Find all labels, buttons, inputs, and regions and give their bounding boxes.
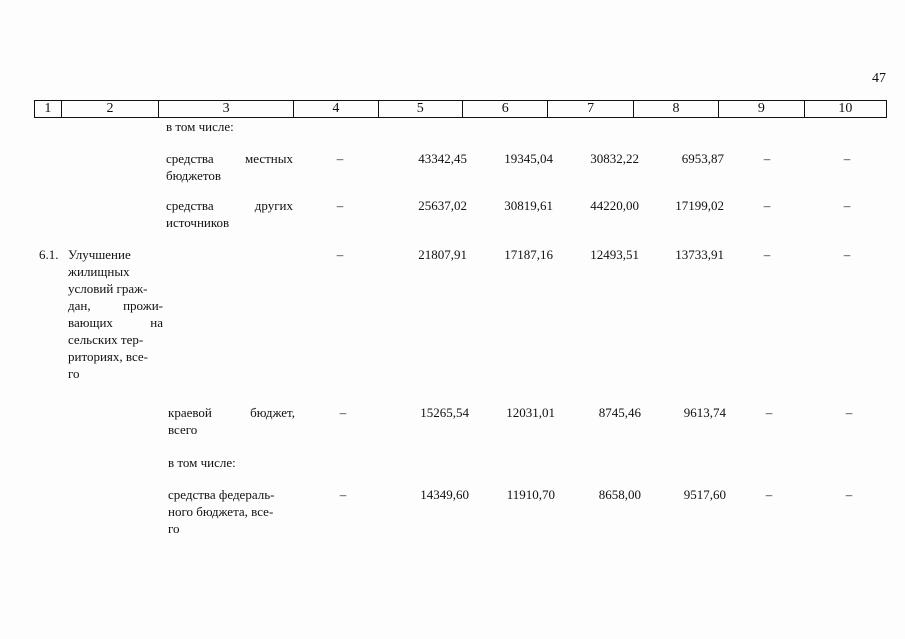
row-label: средства местных бюджетов [166, 151, 293, 183]
cell-col-4: – [336, 247, 344, 262]
cell-col-7: 30832,22 [590, 151, 639, 166]
cell-col-10: – [843, 247, 851, 262]
cell-col-10: – [845, 405, 853, 420]
cell-col-9: – [765, 487, 773, 502]
cell-col-7: 8745,46 [598, 405, 641, 420]
cell-col-10: – [843, 151, 851, 166]
cell-col-7: 8658,00 [598, 487, 641, 502]
cell-col-9: – [763, 198, 771, 213]
cell-col-10: – [843, 198, 851, 213]
header-col-9: 9 [719, 101, 804, 117]
row-label: в том числе: [168, 455, 236, 470]
cell-col-6: 17187,16 [504, 247, 553, 262]
cell-col-7: 12493,51 [590, 247, 639, 262]
cell-col-5: 21807,91 [418, 247, 467, 262]
header-col-10: 10 [838, 101, 853, 116]
header-col-5: 5 [379, 101, 463, 117]
cell-col-5: 25637,02 [418, 198, 467, 213]
row-label: в том числе: [166, 119, 234, 134]
cell-col-6: 12031,01 [506, 405, 555, 420]
header-col-8: 8 [634, 101, 719, 117]
cell-col-8: 9517,60 [683, 487, 726, 502]
row-label: средства других источников [166, 198, 293, 230]
header-col-3: 3 [159, 101, 294, 117]
cell-col-7: 44220,00 [590, 198, 639, 213]
cell-col-5: 43342,45 [418, 151, 467, 166]
header-col-1: 1 [35, 101, 62, 117]
header-col-4: 4 [294, 101, 378, 117]
cell-col-9: – [765, 405, 773, 420]
cell-col-6: 19345,04 [504, 151, 553, 166]
row-label: средства федераль- ного бюджета, все- го [168, 487, 275, 536]
page-number: 47 [872, 71, 886, 86]
cell-col-4: – [339, 487, 347, 502]
cell-col-8: 6953,87 [681, 151, 724, 166]
cell-col-5: 14349,60 [420, 487, 469, 502]
header-col-6: 6 [463, 101, 548, 117]
cell-col-9: – [763, 151, 771, 166]
row-label: Улучшение жилищных условий граж- дан, прожи- вающих на сельских тер- риториях, все- го [68, 247, 163, 381]
header-col-7: 7 [548, 101, 633, 117]
row-label: краевой бюджет, всего [168, 405, 295, 437]
cell-col-4: – [336, 151, 344, 166]
cell-col-6: 30819,61 [504, 198, 553, 213]
row-number: 6.1. [39, 247, 59, 262]
cell-col-8: 9613,74 [683, 405, 726, 420]
table-header [34, 100, 887, 118]
cell-col-4: – [336, 198, 344, 213]
cell-col-8: 13733,91 [675, 247, 724, 262]
header-col-2: 2 [62, 101, 159, 117]
cell-col-9: – [763, 247, 771, 262]
cell-col-5: 15265,54 [420, 405, 469, 420]
cell-col-4: – [339, 405, 347, 420]
cell-col-8: 17199,02 [675, 198, 724, 213]
cell-col-6: 11910,70 [506, 487, 555, 502]
cell-col-10: – [845, 487, 853, 502]
